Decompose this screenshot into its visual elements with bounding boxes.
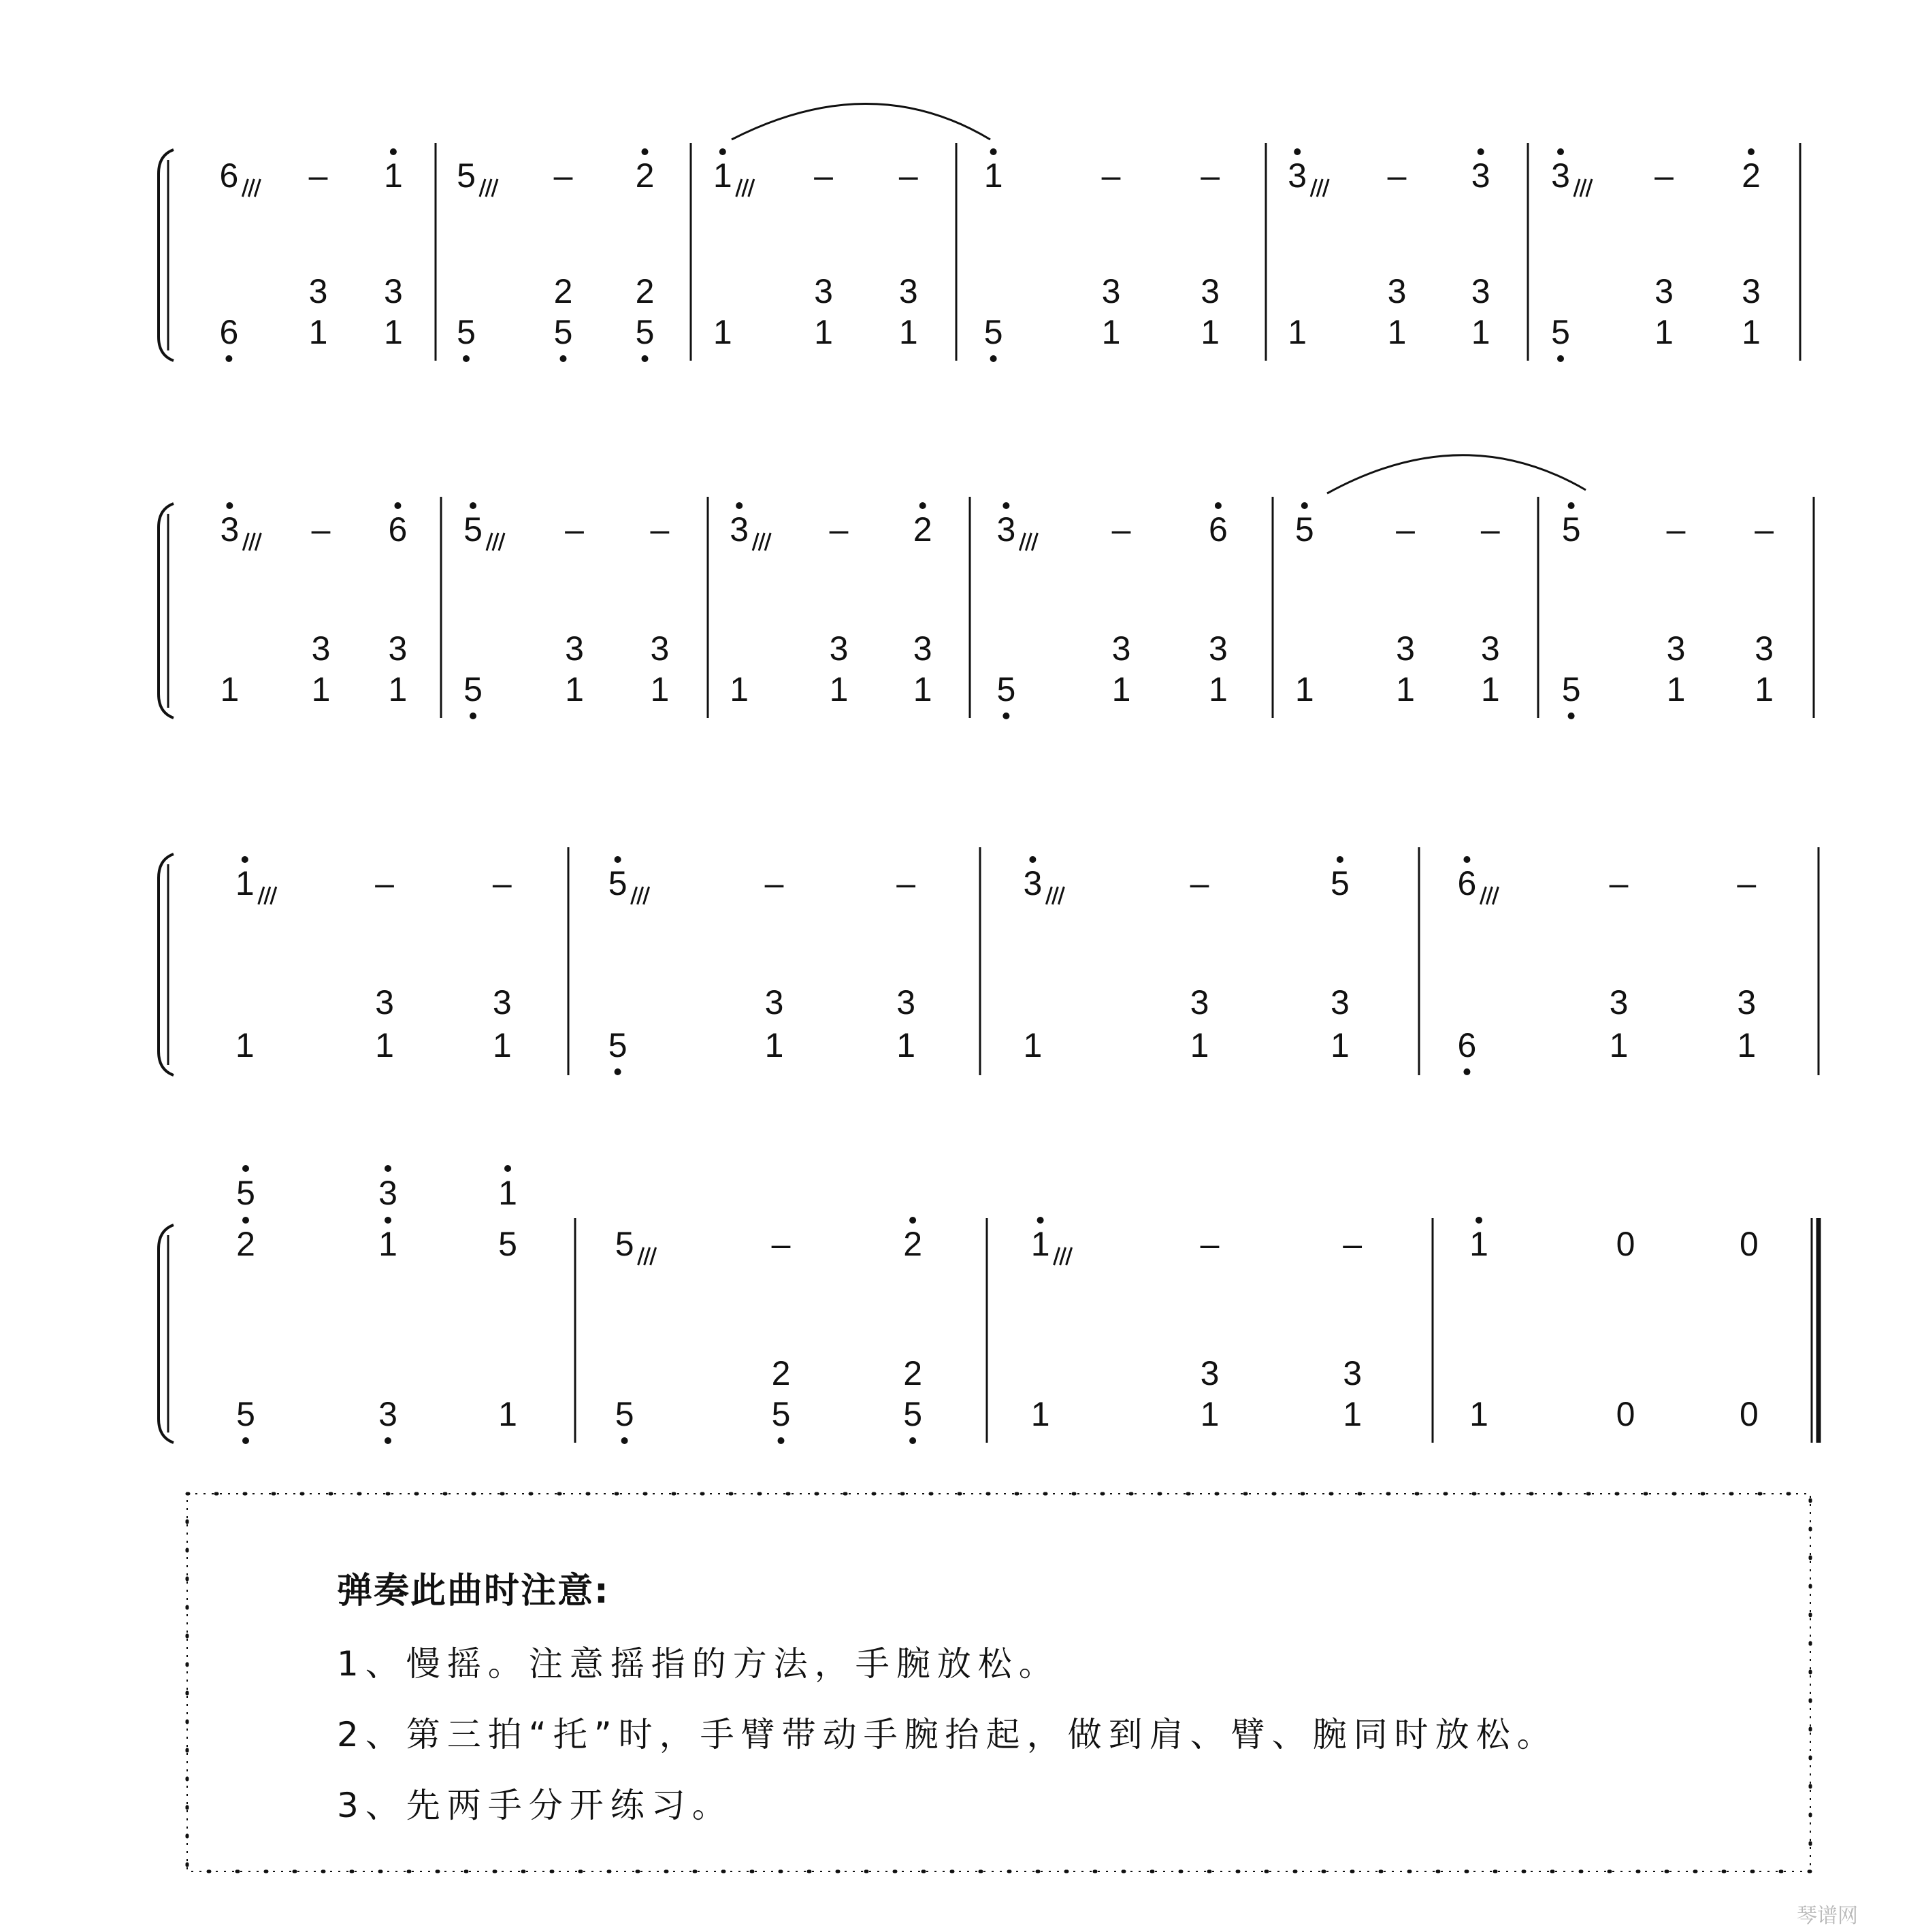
high-octave-dot: [1294, 148, 1301, 155]
accomp-note: 5: [236, 1395, 255, 1433]
accomp-upper-note: 3: [1330, 983, 1350, 1021]
chord-top-note: 3: [378, 1174, 397, 1212]
melody-note: –: [1387, 157, 1407, 195]
melody-note: –: [1190, 864, 1209, 902]
low-octave-dot: [778, 1437, 785, 1444]
high-octave-dot: [1557, 148, 1564, 155]
high-octave-dot: [919, 502, 926, 509]
accomp-note: 1: [1654, 313, 1674, 351]
accomp-note: 1: [1666, 670, 1686, 708]
melody-note: 2: [913, 510, 932, 549]
notes-title: 弹奏此曲时注意:: [337, 1571, 610, 1611]
accomp-upper-note: 3: [1343, 1354, 1363, 1392]
accomp-note: 5: [608, 1026, 627, 1064]
accomp-upper-note: 3: [1755, 629, 1774, 668]
chord-bottom-note: 5: [498, 1225, 517, 1263]
melody-note: 1: [983, 157, 1003, 195]
melody-note: 5: [457, 157, 476, 195]
accomp-upper-note: 3: [1208, 629, 1228, 668]
low-octave-dot: [463, 355, 470, 362]
melody-note: –: [311, 510, 331, 549]
tremolo-mark: [243, 533, 261, 551]
accomp-upper-note: 3: [1480, 629, 1500, 668]
accomp-upper-note: 3: [650, 629, 670, 668]
accomp-upper-note: 3: [898, 272, 918, 310]
melody-note: 5: [615, 1225, 634, 1263]
melody-note: 1: [1030, 1225, 1050, 1263]
high-octave-dot: [642, 148, 649, 155]
melody-note: 3: [730, 510, 749, 549]
tie-slur: [732, 104, 990, 140]
system-brace: [159, 1225, 174, 1443]
melody-note: 2: [903, 1225, 923, 1263]
melody-note: –: [764, 864, 784, 902]
low-octave-dot: [225, 355, 232, 362]
accomp-upper-note: 3: [814, 272, 833, 310]
accomp-upper-note: 3: [1387, 272, 1407, 310]
chord-bottom-note: 2: [236, 1225, 255, 1263]
melody-note: –: [565, 510, 584, 549]
low-octave-dot: [242, 1437, 249, 1444]
tie-slur: [1327, 455, 1586, 493]
tremolo-mark: [736, 179, 754, 197]
low-octave-dot: [909, 1437, 916, 1444]
accomp-note: 5: [983, 313, 1003, 351]
melody-note: –: [1480, 510, 1500, 549]
low-octave-dot: [385, 1437, 391, 1444]
accomp-note: 1: [1471, 313, 1490, 351]
low-octave-dot: [1557, 355, 1564, 362]
accomp-note: 1: [1469, 1395, 1488, 1433]
accomp-note: 0: [1740, 1395, 1759, 1433]
accomp-upper-note: 3: [1666, 629, 1686, 668]
accomp-note: 1: [1343, 1395, 1363, 1433]
accomp-note: 1: [565, 670, 584, 708]
melody-note: –: [553, 157, 573, 195]
melody-note: 3: [1471, 157, 1490, 195]
high-octave-dot: [1301, 502, 1308, 509]
high-octave-dot: [242, 1217, 249, 1224]
accomp-note: 1: [1201, 313, 1220, 351]
accomp-note: 1: [1755, 670, 1774, 708]
melody-note: –: [1737, 864, 1757, 902]
accomp-upper-note: 3: [1201, 272, 1220, 310]
accomp-upper-note: 3: [565, 629, 584, 668]
accomp-note: 1: [498, 1395, 517, 1433]
melody-note: 1: [383, 157, 403, 195]
practice-notes: [225, 1562, 1722, 1849]
accomp-upper-note: 3: [1654, 272, 1674, 310]
tremolo-mark: [1311, 179, 1328, 197]
accomp-note: 5: [615, 1395, 634, 1433]
accomp-note: 1: [1396, 670, 1415, 708]
accomp-upper-note: 3: [1609, 983, 1629, 1021]
accomp-upper-note: 3: [308, 272, 328, 310]
melody-note: 1: [1469, 1225, 1488, 1263]
high-octave-dot: [909, 1217, 916, 1224]
tremolo-mark: [242, 179, 260, 197]
accomp-upper-note: 3: [1101, 272, 1121, 310]
site-watermark: 琴谱网: [1797, 1904, 1858, 1928]
melody-note: 5: [1561, 510, 1581, 549]
accomp-note: 5: [1551, 313, 1570, 351]
accomp-note: 1: [1190, 1026, 1209, 1064]
tremolo-mark: [753, 533, 770, 551]
high-octave-dot: [1337, 856, 1343, 863]
high-octave-dot: [1478, 148, 1484, 155]
accomp-upper-note: 3: [388, 629, 408, 668]
accomp-note: 6: [219, 313, 239, 351]
melody-note: –: [1755, 510, 1774, 549]
system-brace: [159, 854, 174, 1075]
accomp-upper-note: 3: [896, 983, 916, 1021]
system-brace: [159, 504, 174, 718]
accomp-upper-note: 3: [1742, 272, 1761, 310]
system-brace: [159, 150, 174, 361]
melody-note: –: [1396, 510, 1415, 549]
accomp-note: 3: [378, 1395, 397, 1433]
high-octave-dot: [226, 502, 233, 509]
accomp-note: 6: [1457, 1026, 1477, 1064]
tremolo-mark: [632, 887, 649, 904]
low-octave-dot: [990, 355, 997, 362]
accomp-note: 1: [1030, 1395, 1050, 1433]
melody-note: –: [1101, 157, 1121, 195]
chord-top-note: 5: [236, 1174, 255, 1212]
melody-note: –: [492, 864, 512, 902]
tremolo-mark: [480, 179, 498, 197]
high-octave-dot: [1215, 502, 1222, 509]
melody-note: 3: [1288, 157, 1307, 195]
melody-note: 6: [219, 157, 239, 195]
melody-note: –: [814, 157, 833, 195]
accomp-note: 1: [829, 670, 849, 708]
accomp-upper-note: 3: [829, 629, 849, 668]
chord-bottom-note: 1: [378, 1225, 397, 1263]
high-octave-dot: [242, 1165, 249, 1172]
accomp-note: 1: [814, 313, 833, 351]
high-octave-dot: [394, 502, 401, 509]
accomp-note: 1: [383, 313, 403, 351]
melody-note: –: [771, 1225, 791, 1263]
low-octave-dot: [621, 1437, 628, 1444]
melody-note: 6: [1208, 510, 1228, 549]
melody-note: 2: [1742, 157, 1761, 195]
accomp-note: 1: [1101, 313, 1121, 351]
accomp-note: 1: [1200, 1395, 1220, 1433]
melody-note: 6: [388, 510, 408, 549]
high-octave-dot: [615, 856, 621, 863]
accomp-upper-note: 2: [635, 272, 655, 310]
melody-note: –: [1201, 157, 1220, 195]
low-octave-dot: [1463, 1068, 1470, 1075]
melody-note: –: [650, 510, 670, 549]
chord-top-note: 1: [498, 1174, 517, 1212]
high-octave-dot: [1748, 148, 1755, 155]
accomp-upper-note: 3: [1111, 629, 1131, 668]
accomp-note: 1: [1111, 670, 1131, 708]
accomp-note: 1: [1023, 1026, 1043, 1064]
melody-note: 5: [463, 510, 483, 549]
accomp-note: 1: [1742, 313, 1761, 351]
accomp-note: 1: [311, 670, 331, 708]
melody-note: 6: [1457, 864, 1477, 902]
accomp-note: 1: [1288, 313, 1307, 351]
accomp-note: 1: [235, 1026, 255, 1064]
accomp-note: 1: [1480, 670, 1500, 708]
accomp-upper-note: 3: [764, 983, 784, 1021]
high-octave-dot: [390, 148, 397, 155]
melody-note: 5: [608, 864, 627, 902]
accomp-note: 1: [896, 1026, 916, 1064]
tremolo-mark: [487, 533, 504, 551]
melody-note: –: [898, 157, 918, 195]
tremolo-mark: [638, 1247, 656, 1265]
high-octave-dot: [736, 502, 743, 509]
accomp-note: 5: [903, 1395, 923, 1433]
accomp-upper-note: 3: [311, 629, 331, 668]
high-octave-dot: [719, 148, 726, 155]
accomp-note: 5: [553, 313, 573, 351]
melody-note: –: [1343, 1225, 1363, 1263]
high-octave-dot: [1002, 502, 1009, 509]
melody-note: 0: [1616, 1225, 1635, 1263]
low-octave-dot: [1568, 713, 1575, 719]
melody-note: 2: [635, 157, 655, 195]
tremolo-mark: [259, 887, 276, 904]
accomp-note: 5: [457, 313, 476, 351]
high-octave-dot: [385, 1217, 391, 1224]
high-octave-dot: [242, 856, 248, 863]
melody-note: 1: [713, 157, 732, 195]
accomp-upper-note: 3: [492, 983, 512, 1021]
melody-note: 5: [1294, 510, 1314, 549]
accomp-note: 1: [913, 670, 932, 708]
tremolo-mark: [1574, 179, 1592, 197]
low-octave-dot: [615, 1068, 621, 1075]
accomp-upper-note: 3: [1200, 1354, 1220, 1392]
notes-item-2: 2、第三拍“托”时，手臂带动手腕抬起，做到肩、臂、腕同时放松。: [337, 1715, 1558, 1754]
accomp-note: 1: [1387, 313, 1407, 351]
high-octave-dot: [470, 502, 476, 509]
high-octave-dot: [1475, 1217, 1482, 1224]
accomp-note: 5: [1561, 670, 1581, 708]
high-octave-dot: [1463, 856, 1470, 863]
melody-note: –: [896, 864, 916, 902]
melody-note: –: [1111, 510, 1131, 549]
accomp-upper-note: 3: [383, 272, 403, 310]
accomp-upper-note: 3: [1737, 983, 1757, 1021]
accomp-note: 0: [1616, 1395, 1635, 1433]
high-octave-dot: [1029, 856, 1036, 863]
accomp-note: 5: [996, 670, 1016, 708]
melody-note: –: [1666, 510, 1686, 549]
accomp-note: 5: [771, 1395, 791, 1433]
melody-note: –: [1609, 864, 1629, 902]
melody-note: –: [829, 510, 849, 549]
notes-item-1: 1、慢摇。注意摇指的方法，手腕放松。: [337, 1644, 1060, 1684]
accomp-note: 1: [492, 1026, 512, 1064]
accomp-note: 1: [1609, 1026, 1629, 1064]
accomp-note: 5: [635, 313, 655, 351]
melody-note: 3: [996, 510, 1016, 549]
low-octave-dot: [560, 355, 567, 362]
melody-note: 3: [220, 510, 240, 549]
accomp-upper-note: 3: [1396, 629, 1415, 668]
accomp-note: 1: [898, 313, 918, 351]
melody-note: –: [308, 157, 328, 195]
low-octave-dot: [642, 355, 649, 362]
accomp-note: 1: [713, 313, 732, 351]
high-octave-dot: [385, 1165, 391, 1172]
melody-note: 3: [1023, 864, 1043, 902]
accomp-note: 1: [1737, 1026, 1757, 1064]
accomp-upper-note: 2: [903, 1354, 923, 1392]
accomp-note: 1: [375, 1026, 394, 1064]
accomp-upper-note: 3: [375, 983, 394, 1021]
accomp-note: 1: [220, 670, 240, 708]
accomp-upper-note: 2: [553, 272, 573, 310]
accomp-note: 1: [650, 670, 670, 708]
melody-note: 5: [1330, 864, 1350, 902]
accomp-upper-note: 3: [1190, 983, 1209, 1021]
high-octave-dot: [990, 148, 997, 155]
melody-note: 0: [1740, 1225, 1759, 1263]
accomp-note: 5: [463, 670, 483, 708]
accomp-note: 1: [388, 670, 408, 708]
accomp-note: 1: [308, 313, 328, 351]
accomp-note: 1: [1330, 1026, 1350, 1064]
accomp-note: 1: [730, 670, 749, 708]
high-octave-dot: [1568, 502, 1575, 509]
low-octave-dot: [470, 713, 476, 719]
tremolo-mark: [1054, 1247, 1072, 1265]
accomp-upper-note: 3: [1471, 272, 1490, 310]
high-octave-dot: [1037, 1217, 1044, 1224]
melody-note: –: [1654, 157, 1674, 195]
high-octave-dot: [504, 1165, 511, 1172]
accomp-upper-note: 2: [771, 1354, 791, 1392]
accomp-upper-note: 3: [913, 629, 932, 668]
tremolo-mark: [1046, 887, 1064, 904]
accomp-note: 1: [1294, 670, 1314, 708]
tremolo-mark: [1480, 887, 1498, 904]
notes-item-3: 3、先两手分开练习。: [337, 1786, 733, 1825]
tremolo-mark: [1020, 533, 1037, 551]
melody-note: –: [1200, 1225, 1220, 1263]
accomp-note: 1: [1208, 670, 1228, 708]
melody-note: –: [375, 864, 394, 902]
accomp-note: 1: [764, 1026, 784, 1064]
low-octave-dot: [1002, 713, 1009, 719]
melody-note: 1: [235, 864, 255, 902]
melody-note: 3: [1551, 157, 1570, 195]
